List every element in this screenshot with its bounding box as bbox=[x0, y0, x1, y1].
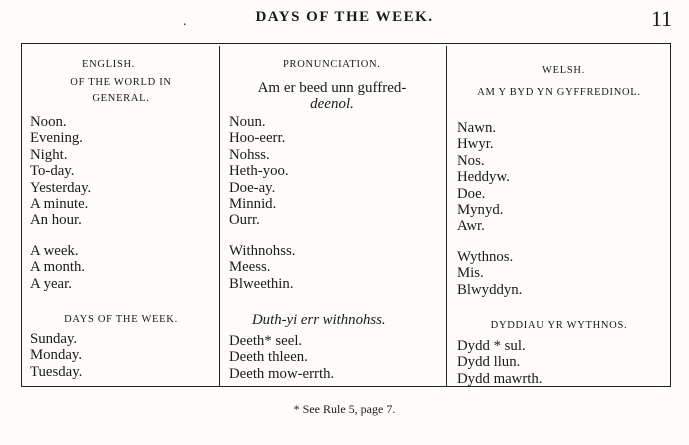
list-item: Sunday. bbox=[30, 331, 78, 347]
pronunciation-group3 bbox=[229, 333, 334, 382]
list-item: Hwyr. bbox=[457, 136, 494, 153]
list-item: Hoo-eerr. bbox=[229, 130, 286, 147]
list-item: Deeth thleen. bbox=[229, 349, 308, 366]
list-item: Evening. bbox=[30, 130, 84, 147]
list-item: Mynyd. bbox=[457, 202, 504, 219]
pronunciation-heading: PRONUNCIATION. bbox=[283, 59, 381, 70]
column-divider-right bbox=[446, 46, 447, 386]
list-item: Yesterday. bbox=[30, 179, 92, 196]
list-item: A week. bbox=[30, 243, 79, 259]
list-item: Heddyw. bbox=[457, 169, 510, 186]
list-item: Wythnos. bbox=[457, 249, 514, 265]
list-item: Awr. bbox=[457, 218, 485, 235]
english-section1-title-line1: OF THE WORLD IN bbox=[70, 77, 172, 88]
list-item: Ourr. bbox=[229, 212, 260, 229]
welsh-group1 bbox=[457, 120, 510, 235]
list-item: A minute. bbox=[30, 196, 89, 213]
english-group2 bbox=[30, 243, 85, 292]
list-item: An hour. bbox=[30, 212, 82, 229]
list-item: Tuesday. bbox=[30, 363, 83, 380]
welsh-group2 bbox=[457, 249, 522, 298]
list-item: Dydd mawrth. bbox=[457, 370, 543, 387]
list-item: Blweethin. bbox=[229, 275, 294, 292]
pronunciation-section1-title-line2: deenol. bbox=[310, 96, 354, 112]
running-head: DAYS OF THE WEEK. bbox=[255, 9, 434, 25]
list-item: Heth-yoo. bbox=[229, 163, 289, 180]
welsh-group3 bbox=[457, 338, 542, 387]
list-item: Mis. bbox=[457, 265, 484, 282]
list-item: Noun. bbox=[229, 114, 266, 130]
list-item: Blwyddyn. bbox=[457, 281, 523, 298]
page-number: 11 bbox=[651, 6, 673, 31]
welsh-section2-title: DYDDIAU YR WYTHNOS. bbox=[490, 320, 628, 331]
english-section1-title-line2: GENERAL. bbox=[92, 93, 150, 104]
pronunciation-group2 bbox=[229, 243, 295, 292]
welsh-heading: WELSH. bbox=[542, 65, 585, 76]
list-item: Noon. bbox=[30, 114, 67, 130]
english-heading: ENGLISH. bbox=[82, 59, 136, 70]
english-section2-title: DAYS OF THE WEEK. bbox=[64, 314, 178, 325]
list-item: To-day. bbox=[30, 163, 75, 180]
list-item: A month. bbox=[30, 259, 86, 276]
list-item: Deeth mow-errth. bbox=[229, 365, 335, 382]
english-group3 bbox=[30, 331, 82, 380]
list-item: Nos. bbox=[457, 152, 485, 169]
header-dot: . bbox=[183, 14, 187, 29]
list-item: Dydd * sul. bbox=[457, 338, 526, 354]
list-item: Nawn. bbox=[457, 120, 497, 136]
list-item: Doe-ay. bbox=[229, 179, 276, 196]
welsh-section1-title: AM Y BYD YN GYFFREDINOL. bbox=[477, 87, 641, 98]
footnote: * See Rule 5, page 7. bbox=[293, 402, 396, 416]
pronunciation-section2-title: Duth-yi err withnohss. bbox=[252, 312, 386, 328]
list-item: Dydd llun. bbox=[457, 354, 521, 371]
list-item: A year. bbox=[30, 275, 72, 292]
pronunciation-group1 bbox=[229, 114, 289, 229]
list-item: Nohss. bbox=[229, 146, 270, 163]
pronunciation-section1-title-line1: Am er beed unn guffred- bbox=[257, 80, 407, 96]
list-item: Minnid. bbox=[229, 196, 277, 213]
list-item: Doe. bbox=[457, 185, 486, 202]
list-item: Meess. bbox=[229, 259, 271, 276]
list-item: Deeth* seel. bbox=[229, 333, 303, 349]
list-item: Monday. bbox=[30, 347, 83, 364]
list-item: Night. bbox=[30, 146, 68, 163]
column-divider-left bbox=[219, 46, 220, 386]
english-group1 bbox=[30, 114, 91, 229]
list-item: Withnohss. bbox=[229, 243, 296, 259]
